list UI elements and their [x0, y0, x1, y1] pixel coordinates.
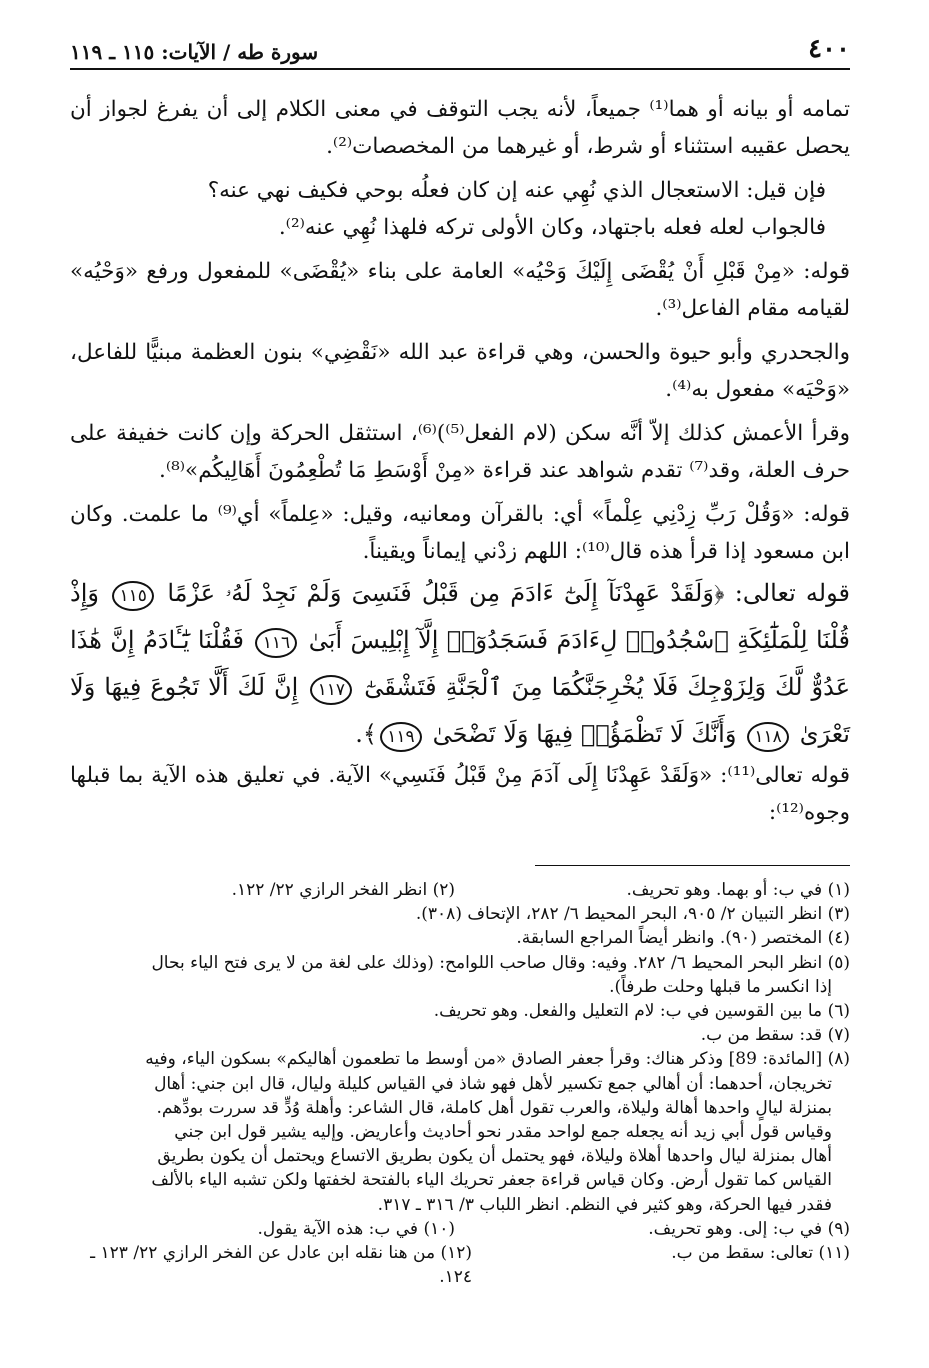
footnote-8-cont: فقدر فيها الحركة، وهو كثير في النظم. انظر اللباب ٣/ ٣١٦ ـ ٣١٧.: [377, 1194, 832, 1215]
footnote-5-cont: إذا انكسر ما قبلها وحلت طرفاً).: [609, 976, 832, 997]
footnote-row: [70, 1241, 850, 1289]
ayah-number-116: ١١٦: [255, 628, 297, 658]
footnote-row: [70, 878, 850, 902]
ayah-number-115: ١١٥: [112, 581, 154, 611]
page-number: ٤٠٠: [808, 34, 850, 64]
verse-118: إِنَّ لَكَ أَلَّا تَجُوعَ فِيهَا وَلَا تَعْرَىٰ: [70, 673, 850, 748]
footnote-4: (٤) المختصر (٩٠). وانظر أيضاً المراجع السابقة.: [516, 928, 850, 949]
ayah-number-117: ١١٧: [310, 675, 352, 705]
footnote-7: (٧) قد: سقط من ب.: [700, 1025, 850, 1046]
footnote-8-cont: تخريجان، أحدهما: أن أهالي جمع تكسير لأهل فهو شاذ في القياس كليلة وليال، قال ابن جني: أهال: [154, 1073, 832, 1094]
verse-115: وَلَقَدْ عَهِدْنَآ إِلَىٰٓ ءَادَمَ مِن قَبْلُ فَنَسِىَ وَلَمْ نَجِدْ لَهُۥ عَزْمًا: [167, 579, 714, 607]
footnotes: [70, 878, 850, 1289]
paragraph: فالجواب لعله فعله باجتهاد، وكان الأولى تركه فلهذا نُهِي عنه⁽²⁾.: [278, 214, 826, 240]
page: [70, 30, 850, 1289]
footnote-row: [70, 1217, 850, 1241]
paragraph: قوله: «وَقُلْ رَبِّ زِدْنِي عِلْماً» أي: بالقرآن ومعانيه، وقيل: «عِلماً» أي⁽⁹⁾ ما علمت. وكان ابن مسعود إذا قرأ هذه قال⁽¹⁰⁾: اللهم زدْني إيماناً ويقيناً.: [70, 502, 850, 564]
paragraph: قوله: «مِنْ قَبْلِ أَنْ يُقْضَى إِلَيْكَ وَحْيُه» العامة على بناء «يُقْضَى» للمفعول ورفع «وَحْيُه» لقيامه مقام الفاعل⁽³⁾.: [70, 259, 850, 321]
footnote-6: (٦) ما بين القوسين في ب: لام التعليل والفعل. وهو تحريف.: [433, 1001, 850, 1022]
footnote-10: (١٠) في ب: هذه الآية يقول.: [257, 1218, 455, 1239]
footnote-8-cont: القياس كما تقول أرض. وكان قياس قراءة جعفر تحريك الياء بالفتحة لخفتها ولكن تشبه الياء بالألف: [151, 1170, 832, 1191]
paragraph: وقرأ الأعمش كذلك إلاّ أنَّه سكن (لام الفعل⁽⁵⁾)⁽⁶⁾، استثقل الحركة وإن كانت خفيفة على حرف العلة، وقد⁽⁷⁾ تقدم شواهد عند قراءة «مِنْ أَوْسَطِ مَا تُطْعِمُونَ أَهَالِيكُم»⁽⁸⁾.: [70, 421, 851, 483]
footnote-separator: [535, 865, 850, 866]
verse-117: فَقُلْنَا يَٰٓـَٔادَمُ إِنَّ هَٰذَا عَدُوٌّ لَّكَ وَلِزَوْجِكَ فَلَا يُخْرِجَنَّكُمَا مِنَ ٱلْجَنَّةِ فَتَشْقَىٰٓ: [70, 626, 851, 701]
paragraph: تمامه أو بيانه أو هما⁽¹⁾ جميعاً، لأنه يجب التوقف في معنى الكلام إلى أن يفرغ لجواز أن يحصل عقيبه استثناء أو شرط، أو غيرهما من المخصصات⁽²⁾.: [70, 97, 850, 159]
footnote-8-cont: وقياس قول أبي زيد أنه يجعله جمع لواحد مقدر نحو أحاديث وأعاريض. وإليه يشير قول ابن جني: [174, 1122, 832, 1143]
running-title: سورة طه / الآيات: ١١٥ ـ ١١٩: [70, 40, 319, 64]
footnote-12: (١٢) من هنا نقله ابن عادل عن الفخر الرازي ٢٢/ ١٢٣ ـ ١٢٤.: [90, 1243, 472, 1288]
footnote-5: (٥) انظر البحر المحيط ٦/ ٢٨٢. وفيه: وقال صاحب اللوامح: (وذلك على لغة من لا يرى فتح الياء بحال: [151, 952, 850, 973]
quran-intro: قوله تعالى:: [734, 579, 850, 607]
page-header: [70, 30, 850, 70]
footnote-11: (١١) تعالى: سقط من ب.: [671, 1243, 850, 1264]
footnote-8-cont: أهال بمنزلة ليال واحدها أهلاة وليلاة، فهو يحتمل أن يكون بطريق الاتساع ويحتمل أن يكون بطريق: [157, 1146, 832, 1167]
footnote-8: (٨) [المائدة: 89] وذكر هناك: وقرأ جعفر الصادق «من أوسط ما تطعمون أهاليكم» بسكون الياء، وفيه: [145, 1049, 850, 1070]
footnote-3: (٣) انظر التبيان ٢/ ٩٠٥، البحر المحيط ٦/ ٢٨٢، الإتحاف (٣٠٨).: [415, 904, 850, 925]
quran-verses: [70, 570, 850, 758]
paragraph: قوله تعالى⁽¹¹⁾: «وَلَقَدْ عَهِدْنَا إِلَى آدَمَ مِنْ قَبْلُ فَنَسِي» الآية. في تعليق هذه الآية بما قبلها وجوه⁽¹²⁾:: [70, 763, 850, 825]
verse-119: وَأَنَّكَ لَا تَظْمَؤُا۟ فِيهَا وَلَا تَضْحَىٰ: [432, 720, 737, 748]
paragraph: فإن قيل: الاستعجال الذي نُهِي عنه إن كان فعلُه بوحي فكيف نهي عنه؟: [207, 178, 826, 203]
ornate-bracket-open: ﴿: [713, 579, 725, 607]
ayah-number-118: ١١٨: [747, 722, 789, 752]
footnote-1: (١) في ب: أو بهما. وهو تحريف.: [626, 880, 850, 900]
footnote-8-cont: بمنزلة ليالٍ واحدها أهالة وليلاة، والعرب تقول أهل كاملة، قال الشاعر: وأهلة وُدٍّ قد سررت بودِّهم.: [156, 1097, 832, 1118]
ornate-bracket-close: ﴾.: [355, 720, 377, 748]
footnote-9: (٩) في ب: إلى. وهو تحريف.: [648, 1218, 850, 1239]
footnote-2: (٢) انظر الفخر الرازي ٢٢/ ١٢٢.: [231, 880, 455, 900]
main-text: [70, 92, 850, 831]
ayah-number-119: ١١٩: [380, 722, 422, 752]
verse-116: وَإِذْ قُلْنَا لِلْمَلَٰٓئِكَةِ ٱسْجُدُوا۟ لِءَادَمَ فَسَجَدُوٓا۟ إِلَّآ إِبْلِيسَ أَبَىٰ: [70, 579, 850, 654]
paragraph: والجحدري وأبو حيوة والحسن، وهي قراءة عبد الله «نَقْضِي» بنون العظمة مبنيًّا للفاعل، «وَحْيَه» مفعول به⁽⁴⁾.: [70, 340, 850, 402]
